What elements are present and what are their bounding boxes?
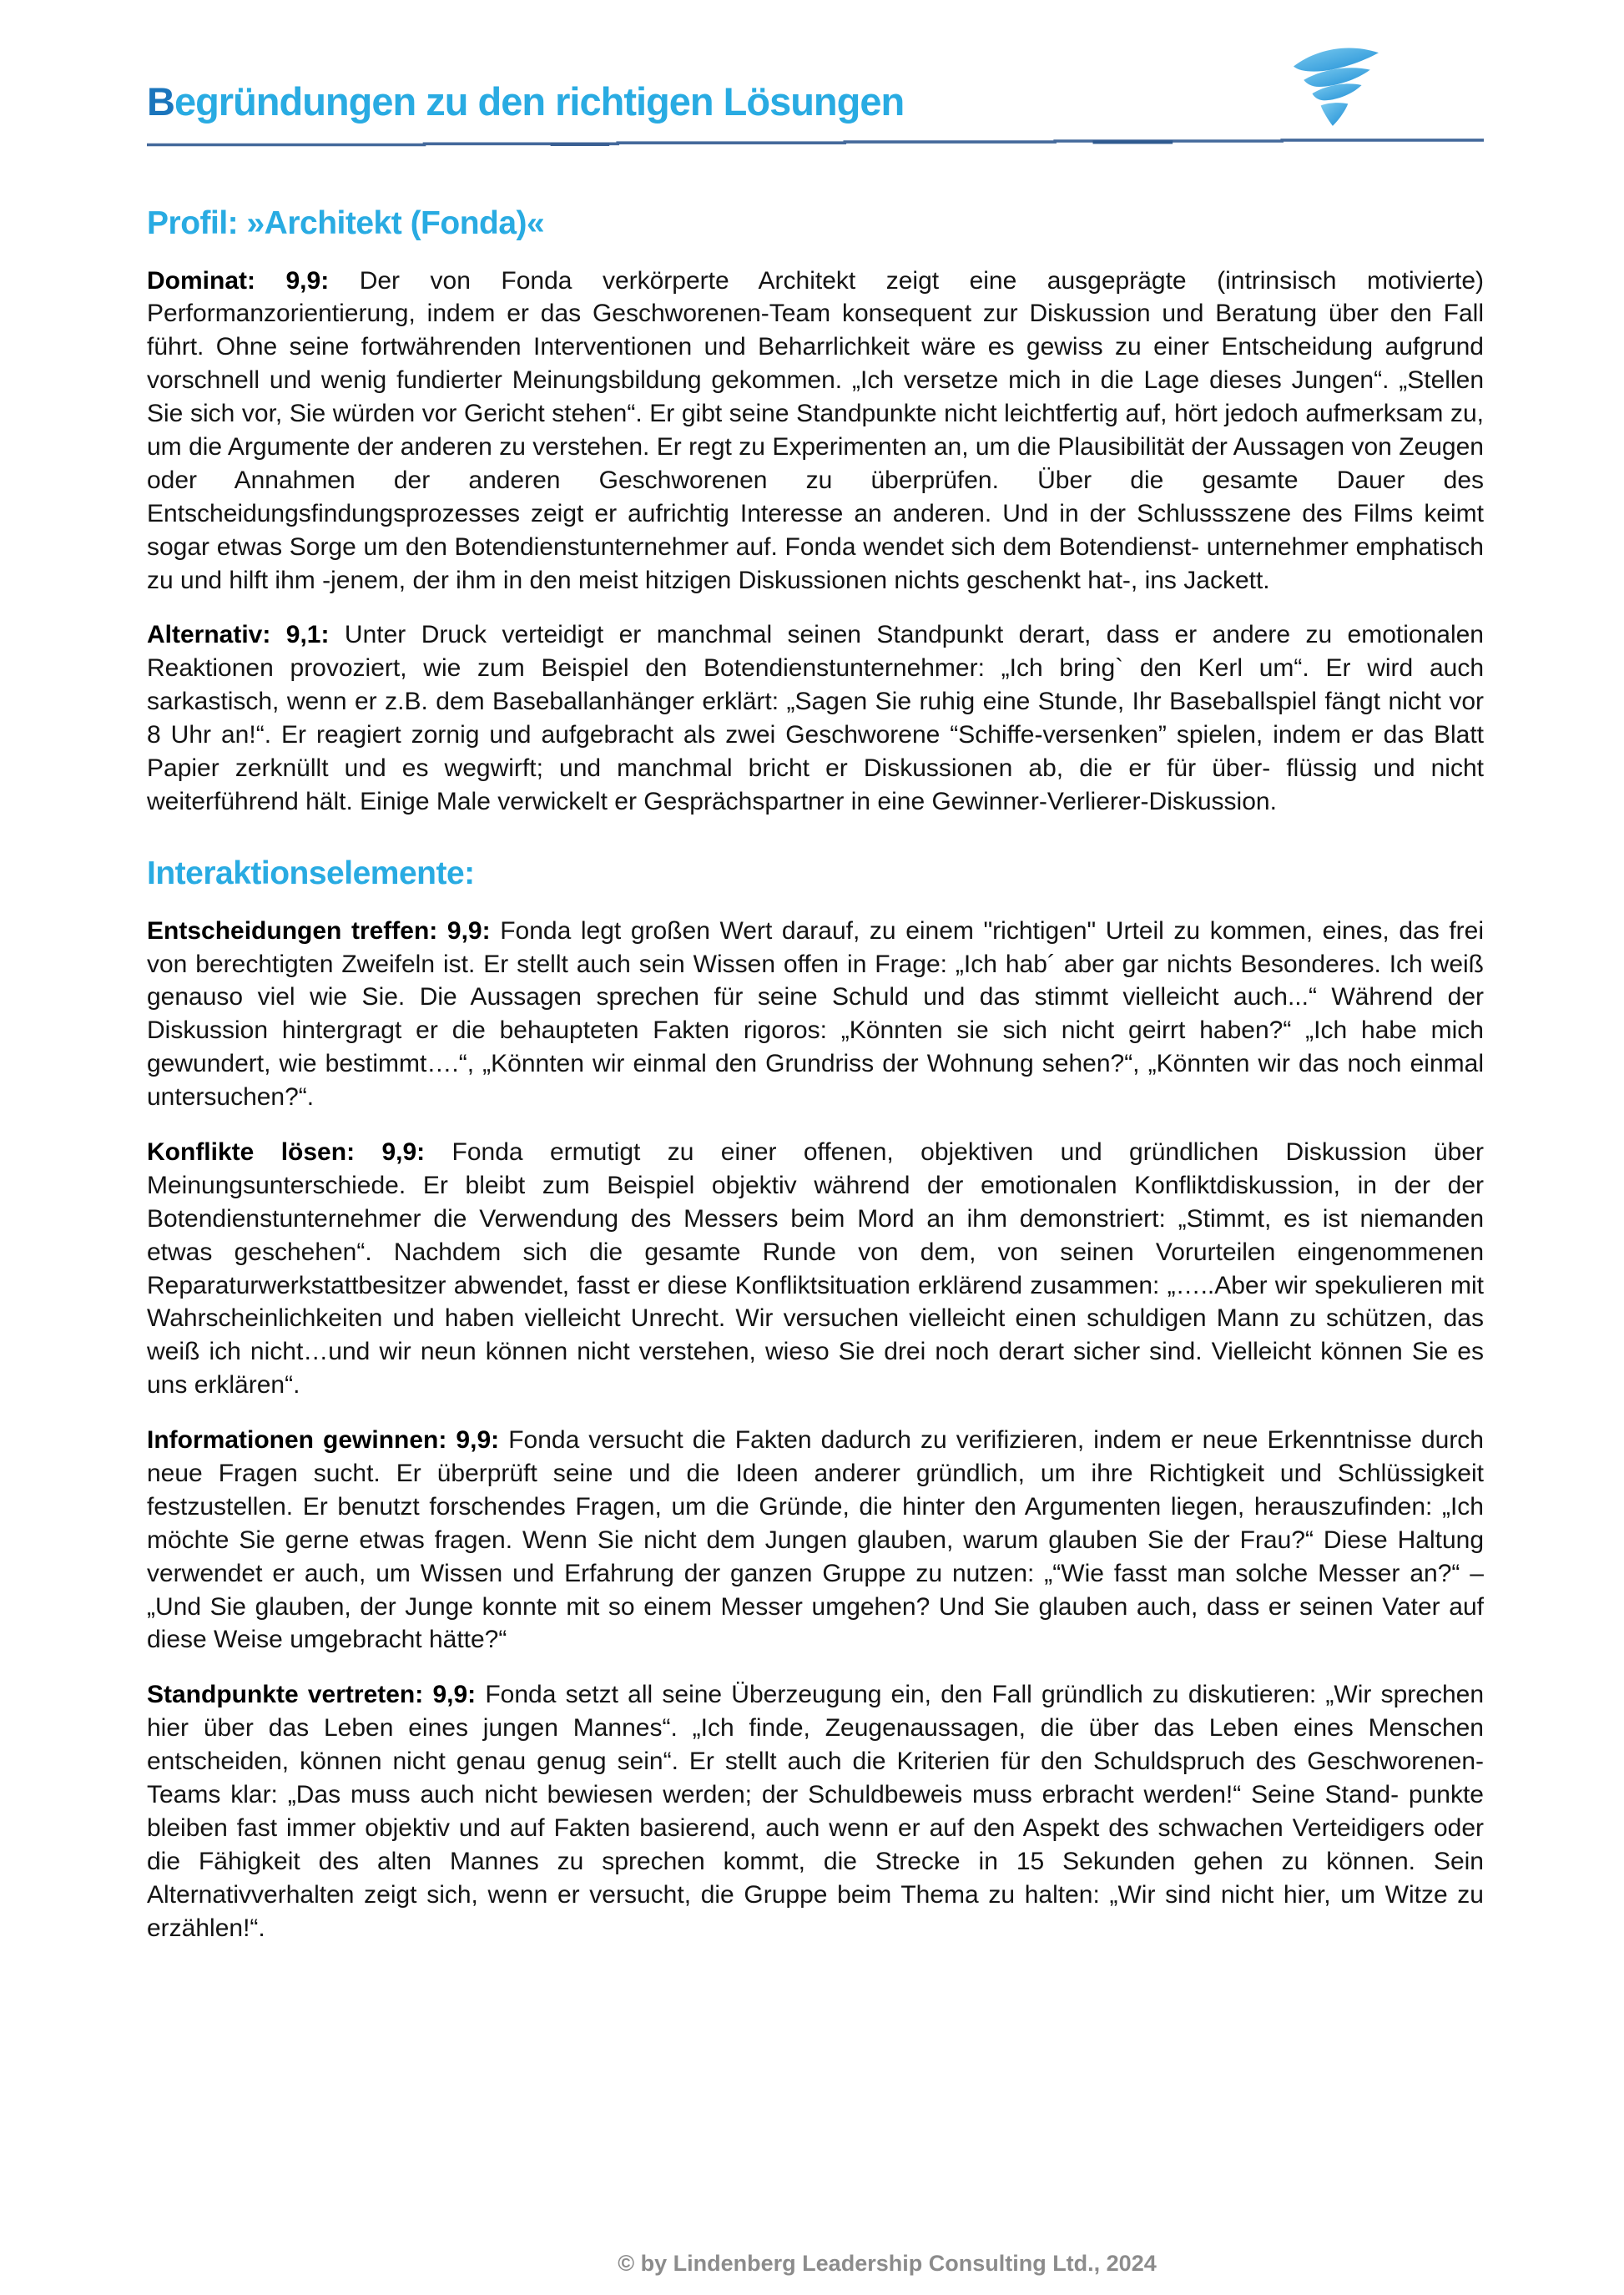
- paragraph-entscheidungen-treffen: [147, 915, 1484, 1114]
- paragraph-alternativ: [147, 618, 1484, 818]
- paragraph-konflikte-loesen-lead: Konflikte lösen: 9,9:: [147, 1137, 426, 1166]
- paragraph-konflikte-loesen: [147, 1136, 1484, 1402]
- paragraph-informationen-gewinnen-lead: Informationen gewinnen: 9,9:: [147, 1426, 500, 1455]
- document-body: [147, 205, 1484, 1945]
- paragraph-informationen-gewinnen-text: Fonda versucht die Fakten dadurch zu verifizieren, indem er neue Erkenntnisse durch neue Fragen sucht. Er überprüft seine und die Ideen anderer gründlich, um ihre Richtigkeit und Schlüssigkeit festzustellen. Er benutzt forschendes Fragen, um die Gründe, die hinter den Argumenten liegen, herauszufinden: „Ich möchte Sie gerne etwas fragen. Wenn Sie nicht dem Jungen glauben, warum glauben Sie der Frau?“ Diese Haltung verwendet er auch, um Wissen und Erfahrung der ganzen Gruppe zu nutzen: „“Wie fasst man solche Messer an?“ – „Und Sie glauben, der Junge konnte mit so einem Messer umgehen? Und Sie glauben auch, dass er seinen Vater auf diese Weise umgebracht hätte?“: [147, 1426, 1484, 1654]
- paragraph-alternativ-text: Unter Druck verteidigt er manchmal seinen Standpunkt derart, dass er andere zu emotionalen Reaktionen provoziert, wie zum Beispiel den Botendienstunternehmer: „Ich bring` den Kerl um“. Er wird auch sarkastisch, wenn er z.B. dem Baseballanhänger erklärt: „Sagen Sie ruhig eine Stunde, Ihr Baseballspiel fängt nicht vor 8 Uhr an!“. Er reagiert zornig und aufgebracht als zwei Geschworene “Schiffe-versenken” spielen, indem er das Blatt Papier zerknüllt und es wegwirft; und manchmal bricht er Diskussionen ab, die er für über- flüssig und nicht weiterführend hält. Einige Male verwickelt er Gesprächspartner in eine Gewinner-Verlierer-Diskussion.: [147, 621, 1484, 815]
- page-title-rest: egründungen zu den richtigen Lösungen: [174, 79, 905, 124]
- paragraph-standpunkte-vertreten-lead: Standpunkte vertreten: 9,9:: [147, 1681, 477, 1709]
- paragraph-dominat: [147, 265, 1484, 598]
- paragraph-konflikte-loesen-text: Fonda ermutigt zu einer offenen, objektiven und gründlichen Diskussion über Meinungsunterschiede. Er bleibt zum Beispiel objektiv während der emotionalen Konfliktdiskussion, in der der Botendienstunternehmer die Verwendung des Messers beim Mord an ihm demonstriert: „Stimmt, es ist niemanden etwas geschehen“. Nachdem sich die gesamte Runde von dem, von seinen Vorurteilen eingenommenen Reparaturwerkstattbesitzer abwendet, fasst er diese Konfliktsituation erklärend zusammen: „…..Aber wir spekulieren mit Wahrscheinlichkeiten und haben vielleicht Unrecht. Wir versuchen vielleicht einen schuldigen Mann zu schützen, das weiß ich nicht…und wir neun können nicht verstehen, wieso Sie drei noch derart sicher sind. Vielleicht können Sie es uns erklären“.: [147, 1137, 1485, 1400]
- paragraph-standpunkte-vertreten-text: Fonda setzt all seine Überzeugung ein, den Fall gründlich zu diskutieren: „Wir sprechen hier über das Leben eines jungen Mannes“. „Ich finde, Zeugenaussagen, die über das Leben eines Menschen entscheiden, können nicht genau genug sein“. Er stellt auch die Kriterien für den Schuldspruch des Geschworenen-Teams klar: „Das muss auch nicht bewiesen werden; der Schuldbeweis muss erbracht werden!“ Seine Stand- punkte bleiben fast immer objektiv und auf Fakten basierend, auch wenn er auf den Aspekt des schwachen Verteidigers oder die Fähigkeit des alten Mannes zu sprechen kommt, die Strecke in 15 Sekunden gehen zu können. Sein Alternativverhalten zeigt sich, wenn er versucht, die Gruppe beim Thema zu halten: „Wir sind nicht hier, um Witze zu erzählen!“.: [147, 1681, 1485, 1942]
- profile-section-heading: Profil: »Architekt (Fonda)«: [147, 204, 545, 241]
- footer-copyright: © by Lindenberg Leadership Consulting Ltd., 2024: [618, 2251, 1157, 2276]
- paragraph-entscheidungen-treffen-lead: Entscheidungen treffen: 9,9:: [147, 916, 491, 945]
- paragraph-standpunkte-vertreten: [147, 1678, 1484, 1944]
- paragraph-dominat-lead: Dominat: 9,9:: [147, 266, 330, 295]
- paragraph-informationen-gewinnen: [147, 1424, 1484, 1657]
- paragraph-entscheidungen-treffen-text: Fonda legt großen Wert darauf, zu einem "richtigen" Urteil zu kommen, eines, das frei von berechtigten Zweifeln ist. Er stellt auch sein Wissen offen in Frage: „Ich hab´ aber gar nichts Besonderes. Ich weiß genauso viel wie Sie. Die Aussagen sprechen für seine Schuld und das stimmt vielleicht auch...“ Während der Diskussion hintergragt er die behaupteten Fakten rigoros: „Könnten sie sich nicht geirrt haben?“ „Ich habe mich gewundert, wie bestimmt….“, „Könnten wir einmal den Grundriss der Wohnung sehen?“, „Könnten wir das noch einmal untersuchen?“.: [147, 916, 1484, 1112]
- header-divider: [147, 137, 1484, 147]
- interaction-section-heading: Interaktionselemente:: [147, 855, 475, 891]
- paragraph-dominat-text: Der von Fonda verkörperte Architekt zeigt eine ausgeprägte (intrinsisch motivierte) Performanzorientierung, indem er das Geschworenen-Team konsequent zur Diskussion und Beratung über den Fall führt. Ohne seine fortwährenden Interventionen und Beharrlichkeit wäre es gewiss zu einer Entscheidung aufgrund vorschnell und wenig fundierter Meinungsbildung gekommen. „Ich versetze mich in die Lage dieses Jungen“. „Stellen Sie sich vor, Sie würden vor Gericht stehen“. Er gibt seine Standpunkte nicht leichtfertig auf, hört jedoch aufmerksam zu, um die Argumente der anderen zu verstehen. Er regt zu Experimenten an, um die Plausibilität der Aussagen von Zeugen oder Annahmen der anderen Geschworenen zu überprüfen. Über die gesamte Dauer des Entscheidungsfindungsprozesses zeigt er aufrichtig Interesse an anderen. Und in der Schlussszene des Films keimt sogar etwas Sorge um den Botendienstunternehmer auf. Fonda wendet sich dem Botendienst- unternehmer emphatisch zu und hilft ihm -jenem, der ihm in den meist hitzigen Diskussionen nichts geschenkt hat-, ins Jackett.: [147, 266, 1484, 594]
- page-title-first-letter: B: [147, 79, 174, 124]
- paragraph-alternativ-lead: Alternativ: 9,1:: [147, 621, 330, 649]
- page-title: [147, 80, 1484, 124]
